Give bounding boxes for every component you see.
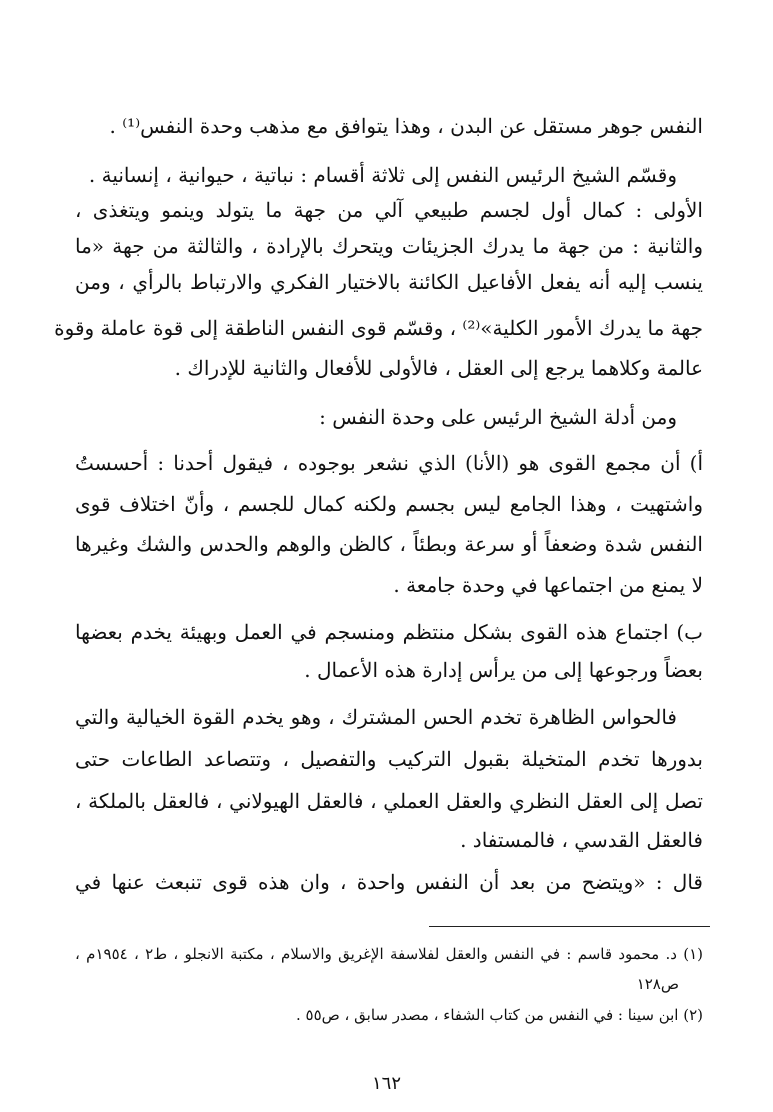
body-line-19: قال : «ويتضح من بعد أن النفس واحدة ، وان هذه قوى تنبعث عنها في xyxy=(75,870,703,894)
body-line-7: عالمة وكلاهما يرجع إلى العقل ، فالأولى للأفعال والثانية للإدراك . xyxy=(174,356,703,380)
body-line-17: تصل إلى العقل النظري والعقل العملي ، فالعقل الهيولاني ، فالعقل بالملكة ، xyxy=(75,789,703,813)
body-line-18: فالعقل القدسي ، فالمستفاد . xyxy=(460,828,703,852)
footnote-2: (٢) ابن سينا : في النفس من كتاب الشفاء ، مصدر سابق ، ص٥٥ . xyxy=(295,1006,703,1024)
footnote-1: (١) د. محمود قاسم : في النفس والعقل لفلاسفة الإغريق والاسلام ، مكتبة الانجلو ، ط٢ ، ١٩٥٤م ، xyxy=(75,945,703,963)
body-line-3: الأولى : كمال أول لجسم طبيعي آلي من جهة ما يتولد وينمو ويتغذى ، xyxy=(75,198,703,222)
body-line-2: وقسّم الشيخ الرئيس النفس إلى ثلاثة أقسام : نباتية ، حيوانية ، إنسانية . xyxy=(88,163,677,187)
footnote-1-continuation: ص١٢٨ xyxy=(636,975,679,993)
body-line-4: والثانية : من جهة ما يدرك الجزيئات ويتحرك بالإرادة ، والثالثة من جهة «ما xyxy=(75,234,703,258)
page-number: ١٦٢ xyxy=(371,1073,401,1094)
body-line-9: أ) أن مجمع القوى هو (الأنا) الذي نشعر بوجوده ، فيقول أحدنا : أحسستُ xyxy=(75,451,703,475)
body-line-15: فالحواس الظاهرة تخدم الحس المشترك ، وهو يخدم القوة الخيالية والتي xyxy=(75,705,677,729)
body-line-14: بعضاً ورجوعها إلى من يرأس إدارة هذه الأعمال . xyxy=(304,658,703,682)
body-line-6: جهة ما يدرك الأمور الكلية»⁽²⁾ ، وقسّم قوى النفس الناطقة إلى قوة عاملة وقوة xyxy=(54,316,703,340)
body-line-10: واشتهيت ، وهذا الجامع ليس بجسم ولكنه كمال للجسم ، وأنّ اختلاف قوى xyxy=(75,492,703,516)
body-line-5: ينسب إليه أنه يفعل الأفاعيل الكائنة بالاختيار الفكري والارتباط بالرأي ، ومن xyxy=(75,270,703,294)
body-line-12: لا يمنع من اجتماعها في وحدة جامعة . xyxy=(393,573,703,597)
body-line-8: ومن أدلة الشيخ الرئيس على وحدة النفس : xyxy=(319,405,677,429)
footnote-divider xyxy=(429,926,710,927)
body-line-11: النفس شدة وضعفاً أو سرعة وبطئاً ، كالظن والوهم والحدس والشك وغيرها xyxy=(75,532,703,556)
body-line-13: ب) اجتماع هذه القوى بشكل منتظم ومنسجم في العمل وبهيئة يخدم بعضها xyxy=(75,620,704,644)
body-line-1: النفس جوهر مستقل عن البدن ، وهذا يتوافق مع مذهب وحدة النفس⁽¹⁾ . xyxy=(109,114,703,138)
body-line-16: بدورها تخدم المتخيلة بقبول التركيب والتفصيل ، وتتصاعد الطاعات حتى xyxy=(75,747,703,771)
